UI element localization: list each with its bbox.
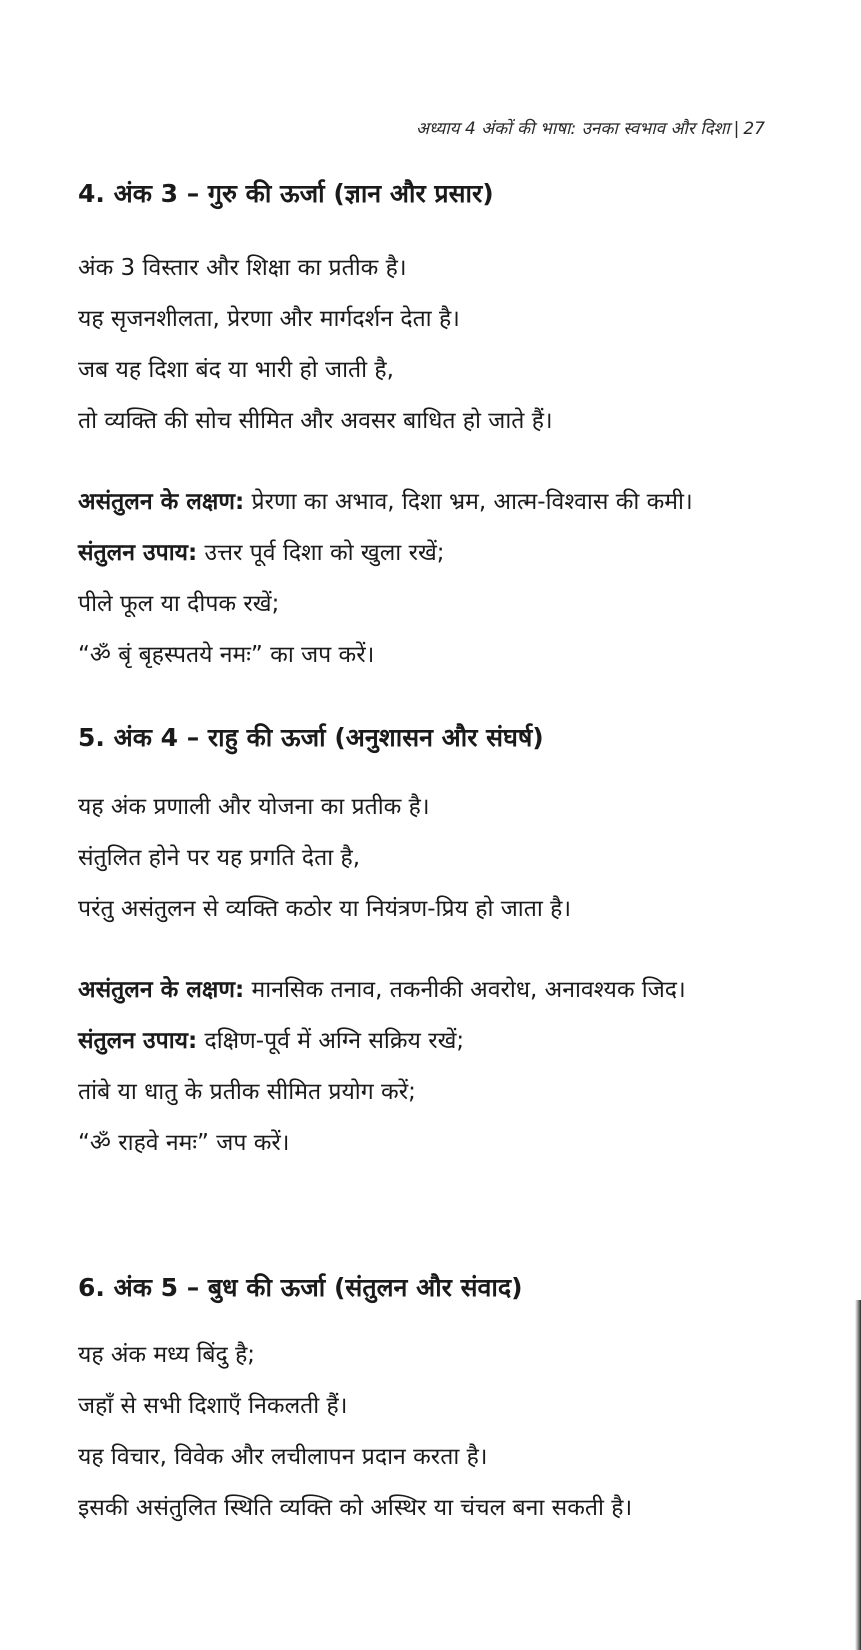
symptoms-label: असंतुलन के लक्षण: bbox=[78, 977, 245, 1003]
section-number-3 bbox=[78, 176, 693, 681]
section-heading: 4. अंक 3 – गुरु की ऊर्जा (ज्ञान और प्रसार) bbox=[78, 179, 494, 208]
remedy-label: संतुलन उपाय: bbox=[78, 540, 198, 566]
page-edge-shadow bbox=[855, 1300, 861, 1650]
text-line: इसकी असंतुलित स्थिति व्यक्ति को अस्थिर या चंचल बना सकती है। bbox=[78, 1495, 633, 1521]
text-line: जहाँ से सभी दिशाएँ निकलती हैं। bbox=[78, 1393, 348, 1419]
remedy-line bbox=[78, 1016, 686, 1067]
header-separator: | bbox=[733, 119, 740, 139]
text-line: तो व्यक्ति की सोच सीमित और अवसर बाधित हो जाते हैं। bbox=[78, 408, 553, 434]
remedy-line: पीले फूल या दीपक रखें; bbox=[78, 591, 280, 617]
remedy-line: तांबे या धातु के प्रतीक सीमित प्रयोग करें; bbox=[78, 1079, 416, 1105]
page-number: 27 bbox=[743, 119, 765, 139]
remedy-label: संतुलन उपाय: bbox=[78, 1028, 198, 1054]
section-number-5 bbox=[78, 1270, 632, 1534]
chapter-title: अध्याय 4 अंकों की भाषा: उनका स्वभाव और दिशा bbox=[416, 119, 730, 139]
text-line: संतुलित होने पर यह प्रगति देता है, bbox=[78, 845, 361, 871]
symptoms-line bbox=[78, 965, 686, 1016]
text-line: परंतु असंतुलन से व्यक्ति कठोर या नियंत्रण-प्रिय हो जाता है। bbox=[78, 896, 572, 922]
text-line: जब यह दिशा बंद या भारी हो जाती है, bbox=[78, 357, 394, 383]
symptoms-text: मानसिक तनाव, तकनीकी अवरोध, अनावश्यक जिद। bbox=[244, 977, 686, 1003]
imbalance-block bbox=[78, 965, 686, 1169]
section-paragraph bbox=[78, 243, 693, 447]
section-number-4 bbox=[78, 720, 686, 1169]
symptoms-line bbox=[78, 477, 693, 528]
remedy-text: दक्षिण-पूर्व में अग्नि सक्रिय रखें; bbox=[197, 1028, 465, 1054]
text-line: यह विचार, विवेक और लचीलापन प्रदान करता है। bbox=[78, 1444, 488, 1470]
imbalance-block bbox=[78, 477, 693, 681]
symptoms-label: असंतुलन के लक्षण: bbox=[78, 489, 245, 515]
text-line: यह अंक प्रणाली और योजना का प्रतीक है। bbox=[78, 794, 430, 820]
text-line: यह सृजनशीलता, प्रेरणा और मार्गदर्शन देता है। bbox=[78, 306, 460, 332]
section-paragraph bbox=[78, 782, 686, 935]
remedy-line: “ॐ राहवे नमः” जप करें। bbox=[78, 1130, 290, 1156]
text-line: अंक 3 विस्तार और शिक्षा का प्रतीक है। bbox=[78, 255, 407, 281]
remedy-line bbox=[78, 528, 693, 579]
running-header bbox=[416, 116, 765, 139]
section-paragraph bbox=[78, 1330, 632, 1534]
section-heading: 6. अंक 5 – बुध की ऊर्जा (संतुलन और संवाद) bbox=[78, 1273, 523, 1302]
symptoms-text: प्रेरणा का अभाव, दिशा भ्रम, आत्म-विश्वास की कमी। bbox=[244, 489, 693, 515]
section-heading: 5. अंक 4 – राहु की ऊर्जा (अनुशासन और संघर्ष) bbox=[78, 723, 544, 752]
remedy-line: “ॐ बृं बृहस्पतये नमः” का जप करें। bbox=[78, 642, 375, 668]
text-line: यह अंक मध्य बिंदु है; bbox=[78, 1342, 256, 1368]
remedy-text: उत्तर पूर्व दिशा को खुला रखें; bbox=[197, 540, 445, 566]
